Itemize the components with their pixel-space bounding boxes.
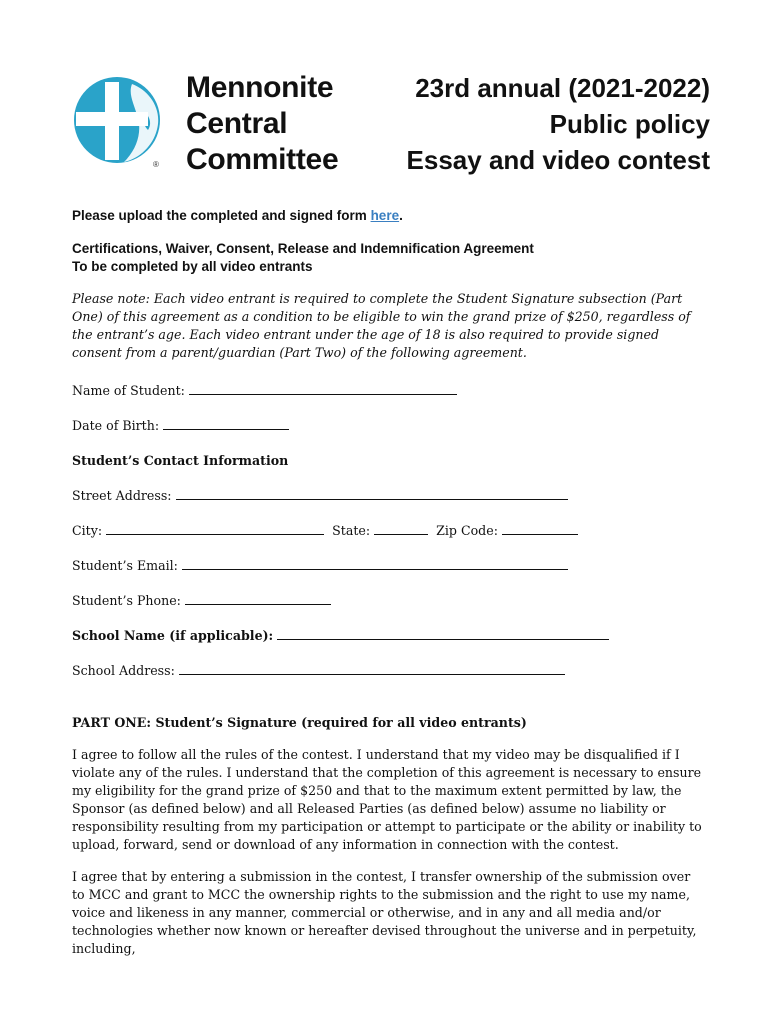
title-line-3: Essay and video contest — [406, 145, 710, 175]
logo-line-2: Central — [186, 107, 288, 140]
email-label: Student’s Email: — [72, 558, 178, 573]
contact-heading: Student’s Contact Information — [72, 453, 289, 468]
registered-mark: ® — [153, 160, 159, 169]
school-address-field — [72, 662, 702, 680]
state-label: State: — [332, 523, 371, 538]
zip-label: Zip Code: — [436, 523, 498, 538]
dob-field — [72, 417, 702, 435]
logo-line-3: Committee — [186, 143, 339, 176]
logo-wordmark — [186, 70, 338, 178]
school-address-input[interactable] — [179, 662, 565, 675]
phone-input[interactable] — [185, 592, 331, 605]
mcc-logo-icon — [70, 72, 164, 172]
phone-label: Student’s Phone: — [72, 593, 181, 608]
school-name-input[interactable] — [277, 627, 609, 640]
street-label: Street Address: — [72, 488, 172, 503]
zip-input[interactable] — [502, 522, 578, 535]
name-input[interactable] — [189, 382, 457, 395]
cert-line-2: To be completed by all video entrants — [72, 259, 313, 274]
email-input[interactable] — [182, 557, 568, 570]
name-label: Name of Student: — [72, 383, 185, 398]
street-input[interactable] — [176, 487, 568, 500]
cert-line-1: Certifications, Waiver, Consent, Release and Indemnification Agreement — [72, 241, 534, 256]
dob-label: Date of Birth: — [72, 418, 160, 433]
part-one-paragraph-2: I agree that by entering a submission in the contest, I transfer ownership of the submission over to MCC and grant to MCC the ownership rights to the submission and the right to use my name, voice and likeness in any manner, commercial or otherwise, and in any and all media and/or technologies whether now known or hereafter devised throughout the universe and in perpetuity, including, — [72, 869, 697, 956]
school-name-field — [72, 627, 702, 645]
certification-heading — [72, 240, 702, 276]
email-field — [72, 557, 702, 575]
city-input[interactable] — [106, 522, 324, 535]
upload-instruction — [72, 206, 702, 226]
part-one-heading: PART ONE: Student’s Signature (required for all video entrants) — [72, 715, 527, 730]
entrant-note: Please note: Each video entrant is required to complete the Student Signature subsection (Part One) of this agreement as a condition to be eligible to win the grand prize of $250, regardless of the entrant’s age. Each video entrant under the age of 18 is also required to provide signed consent from a parent/guardian (Part Two) of the following agreement. — [72, 291, 691, 360]
upload-suffix: . — [399, 208, 403, 223]
part-one-paragraph-1: I agree to follow all the rules of the contest. I understand that my video may be disqualified if I violate any of the rules. I understand that the completion of this agreement is necessary to ensure my eligibility for the grand prize of $250 and that to the maximum extent permitted by law, the Sponsor (as defined below) and all Released Parties (as defined below) assume no liability or responsibility resulting from my participation or attempt to participate or the ability or inability to upload, forward, send or download of any information in connection with the contest. — [72, 747, 702, 852]
street-field — [72, 487, 702, 505]
page-title — [407, 70, 710, 178]
state-input[interactable] — [374, 522, 428, 535]
city-state-zip-field — [72, 522, 702, 540]
form-content — [72, 206, 702, 958]
dob-input[interactable] — [163, 417, 289, 430]
logo-line-1: Mennonite — [186, 71, 334, 104]
school-name-label: School Name (if applicable): — [72, 628, 274, 643]
city-label: City: — [72, 523, 103, 538]
upload-link[interactable]: here — [370, 208, 400, 223]
phone-field — [72, 592, 702, 610]
name-field — [72, 382, 702, 400]
title-line-1: 23rd annual (2021-2022) — [415, 73, 710, 103]
title-line-2: Public policy — [549, 109, 710, 139]
upload-prefix: Please upload the completed and signed form — [72, 208, 371, 223]
school-address-label: School Address: — [72, 663, 175, 678]
